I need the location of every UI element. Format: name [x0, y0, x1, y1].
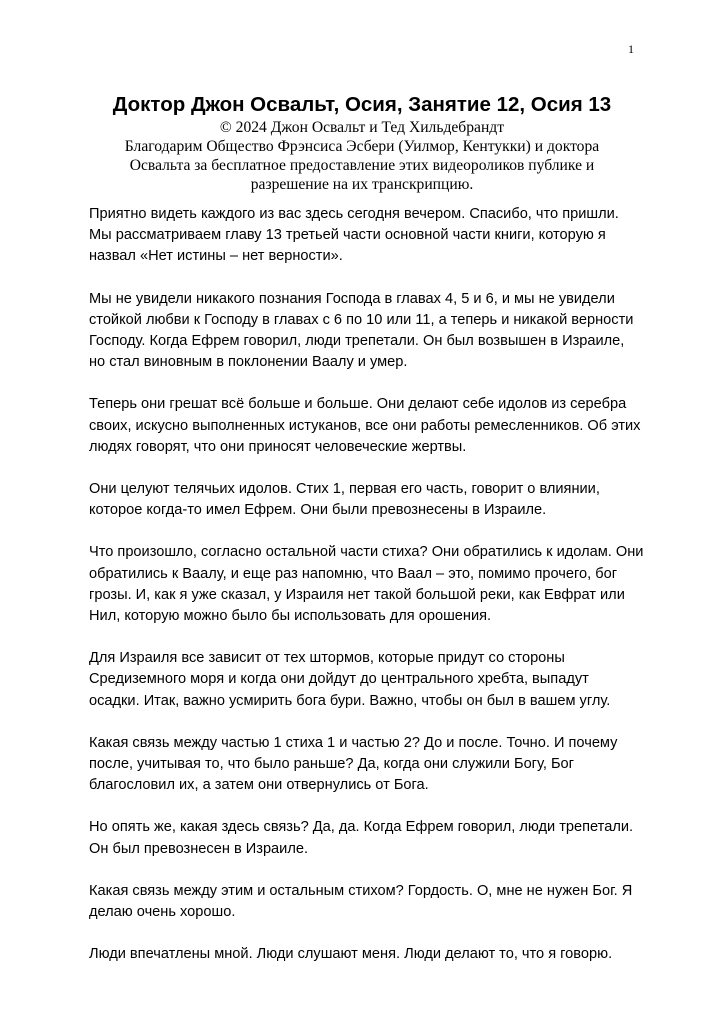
- text-line: Мы рассматриваем главу 13 третьей части основной части книги, которую я: [89, 227, 606, 244]
- text-line: Люди впечатлены мной. Люди слушают меня. Люди делают то, что я говорю.: [89, 946, 613, 963]
- text-line: Приятно видеть каждого из вас здесь сегодня вечером. Спасибо, что пришли.: [89, 206, 619, 222]
- text-line: назвал «Нет истины – нет верности».: [89, 248, 343, 265]
- text-line: Но опять же, какая здесь связь? Да, да. Когда Ефрем говорил, люди трепетали.: [89, 819, 634, 836]
- text-line: после, учитывая то, что было раньше? Да, когда они служили Богу, Бог: [89, 756, 574, 773]
- paragraph: [89, 648, 645, 712]
- paragraph: [89, 733, 645, 797]
- document-header: [88, 92, 636, 194]
- page-number: 1: [628, 42, 634, 56]
- text-line: Для Израиля все зависит от тех штормов, которые придут со стороны: [89, 650, 565, 667]
- paragraph: [89, 289, 645, 374]
- text-line: стойкой любви к Господу в главах с 6 по 10 или 11, а теперь и никакой верности: [89, 311, 634, 328]
- text-line: благословил их, а затем они отвернулись от Бога.: [89, 777, 429, 794]
- text-line: Какая связь между частью 1 стиха 1 и частью 2? До и после. Точно. И почему: [89, 734, 618, 751]
- text-line: Они целуют телячьих идолов. Стих 1, первая его часть, говорит о влиянии,: [89, 481, 600, 498]
- text-line: делаю очень хорошо.: [89, 904, 236, 921]
- text-line: Средиземного моря и когда они дойдут до центрального хребта, выпадут: [89, 671, 589, 688]
- text-line: Какая связь между этим и остальным стихом? Гордость. О, мне не нужен Бог. Я: [89, 882, 633, 899]
- copyright-line: © 2024 Джон Освальт и Тед Хильдебрандт: [219, 119, 505, 136]
- document-body: [89, 204, 645, 986]
- text-line: осадки. Итак, важно усмирить бога бури. Важно, чтобы он был в вашем углу.: [89, 692, 611, 709]
- text-line: обратились к Ваалу, и еще раз напомню, что Ваал – это, помимо прочего, бог: [89, 565, 618, 582]
- text-line: людях говорят, что они приносят человеческие жертвы.: [89, 438, 467, 455]
- thanks-line: Благодарим Общество Фрэнсиса Эсбери (Уилмор, Кентукки) и доктора: [124, 138, 600, 155]
- text-line: Мы не увидели никакого познания Господа в главах 4, 5 и 6, и мы не увидели: [89, 290, 615, 307]
- paragraph: [89, 881, 645, 923]
- text-line: Теперь они грешат всё больше и больше. Они делают себе идолов из серебра: [89, 396, 627, 413]
- paragraph: [89, 944, 645, 965]
- paragraph: [89, 204, 645, 268]
- document-title: Доктор Джон Освальт, Осия, Занятие 12, Осия 13: [112, 93, 612, 116]
- text-line: своих, искусно выполненных истуканов, все они работы ремесленников. Об этих: [89, 417, 641, 434]
- thanks-line: разрешение на их транскрипцию.: [250, 176, 474, 193]
- paragraph: [89, 394, 645, 458]
- text-line: Что произошло, согласно остальной части стиха? Они обратились к идолам. Они: [89, 544, 644, 561]
- text-line: Он был превознесен в Израиле.: [89, 840, 309, 857]
- paragraph: [89, 479, 645, 521]
- text-line: грозы. И, как я уже сказал, у Израиля нет такой большой реки, как Евфрат или: [89, 586, 625, 603]
- thanks-line: Освальта за бесплатное предоставление этих видеороликов публике и: [129, 157, 595, 174]
- text-line: которое когда-то имел Ефрем. Они были превознесены в Израиле.: [89, 502, 547, 519]
- text-line: Нил, которую можно было бы использовать для орошения.: [89, 608, 492, 625]
- paragraph: [89, 817, 645, 859]
- text-line: но стал виновным в поклонении Ваалу и умер.: [89, 354, 408, 371]
- paragraph: [89, 542, 645, 627]
- text-line: Господу. Когда Ефрем говорил, люди трепетали. Он был возвышен в Израиле,: [89, 333, 625, 350]
